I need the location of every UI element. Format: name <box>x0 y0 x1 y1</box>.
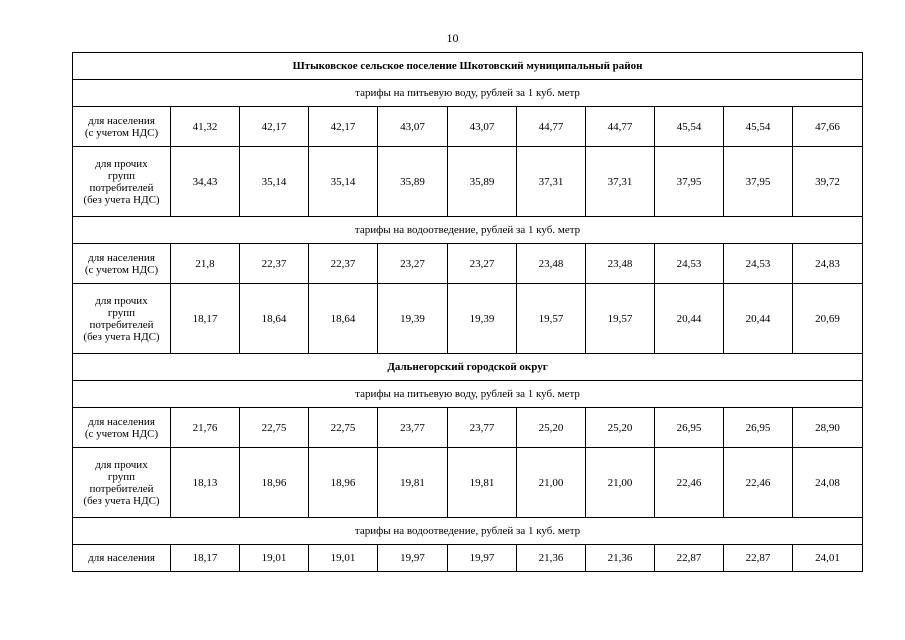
consumer-label-line: потребителей <box>89 482 154 495</box>
consumer-label-line: (с учетом НДС) <box>84 263 159 276</box>
consumer-label-line: потребителей <box>89 318 154 331</box>
consumer-label <box>73 545 171 572</box>
tariff-value-cell: 41,32 <box>171 107 240 147</box>
tariff-value-cell: 22,46 <box>724 448 793 518</box>
consumer-label-line: для прочих <box>95 458 148 471</box>
tariff-value-cell: 28,90 <box>793 408 863 448</box>
tariff-value-cell: 19,97 <box>448 545 517 572</box>
tariff-section-title: тарифы на водоотведение, рублей за 1 куб. метр <box>73 217 863 244</box>
region-title: Штыковское сельское поселение Шкотовский муниципальный район <box>73 53 863 80</box>
tariff-value-cell: 23,77 <box>378 408 448 448</box>
consumer-label-line: групп <box>107 306 136 319</box>
tariff-value-cell: 18,13 <box>171 448 240 518</box>
tariff-value-cell: 35,89 <box>378 147 448 217</box>
tariff-value-cell: 21,76 <box>171 408 240 448</box>
tariff-section-row <box>73 217 863 244</box>
tariff-value-cell: 20,44 <box>724 284 793 354</box>
tariff-value-cell: 18,17 <box>171 545 240 572</box>
tariff-value-cell: 19,39 <box>378 284 448 354</box>
tariff-section-title: тарифы на питьевую воду, рублей за 1 куб. метр <box>73 80 863 107</box>
consumer-label <box>73 408 171 448</box>
tariff-value-cell: 21,36 <box>517 545 586 572</box>
tariff-section-title: тарифы на водоотведение, рублей за 1 куб. метр <box>73 518 863 545</box>
tariff-value-cell: 23,48 <box>517 244 586 284</box>
tariff-value-cell: 22,46 <box>655 448 724 518</box>
tariff-value-cell: 37,31 <box>586 147 655 217</box>
consumer-label-line: для населения <box>88 251 155 264</box>
tariff-value-cell: 18,96 <box>309 448 378 518</box>
tariff-value-cell: 37,95 <box>724 147 793 217</box>
tariff-value-cell: 18,64 <box>309 284 378 354</box>
tariff-value-cell: 22,37 <box>309 244 378 284</box>
tariff-value-cell: 43,07 <box>448 107 517 147</box>
consumer-label-line: (без учета НДС) <box>83 330 160 343</box>
tariff-value-cell: 24,01 <box>793 545 863 572</box>
tariff-value-cell: 21,00 <box>517 448 586 518</box>
region-header-row <box>73 354 863 381</box>
consumer-label-line: групп <box>107 169 136 182</box>
tariff-value-cell: 20,44 <box>655 284 724 354</box>
consumer-label-line: для прочих <box>95 294 148 307</box>
tariff-value-cell: 24,83 <box>793 244 863 284</box>
table-row <box>73 147 863 217</box>
table-row <box>73 545 863 572</box>
tariff-value-cell: 21,8 <box>171 244 240 284</box>
tariff-value-cell: 19,81 <box>378 448 448 518</box>
consumer-label <box>73 147 171 217</box>
tariff-value-cell: 19,97 <box>378 545 448 572</box>
tariff-value-cell: 19,57 <box>517 284 586 354</box>
tariff-value-cell: 19,01 <box>240 545 309 572</box>
region-header-row <box>73 53 863 80</box>
tariff-value-cell: 20,69 <box>793 284 863 354</box>
tariff-value-cell: 45,54 <box>655 107 724 147</box>
consumer-label <box>73 284 171 354</box>
consumer-label-line: потребителей <box>89 181 154 194</box>
tariff-value-cell: 42,17 <box>240 107 309 147</box>
tariff-value-cell: 18,64 <box>240 284 309 354</box>
tariff-value-cell: 35,14 <box>309 147 378 217</box>
tariff-value-cell: 44,77 <box>586 107 655 147</box>
tariff-value-cell: 19,81 <box>448 448 517 518</box>
consumer-label <box>73 244 171 284</box>
table-row <box>73 107 863 147</box>
tariff-section-title: тарифы на питьевую воду, рублей за 1 куб. метр <box>73 381 863 408</box>
consumer-label-line: групп <box>107 470 136 483</box>
tariff-value-cell: 19,57 <box>586 284 655 354</box>
tariff-value-cell: 45,54 <box>724 107 793 147</box>
tariff-value-cell: 26,95 <box>724 408 793 448</box>
table-row <box>73 448 863 518</box>
tariff-value-cell: 44,77 <box>517 107 586 147</box>
consumer-label-line: (без учета НДС) <box>83 494 160 507</box>
tariff-value-cell: 22,75 <box>240 408 309 448</box>
tariff-value-cell: 39,72 <box>793 147 863 217</box>
consumer-label-line: для прочих <box>95 157 148 170</box>
tariff-value-cell: 47,66 <box>793 107 863 147</box>
tariff-value-cell: 18,96 <box>240 448 309 518</box>
consumer-label-line: (без учета НДС) <box>83 193 160 206</box>
tariff-value-cell: 43,07 <box>378 107 448 147</box>
tariff-value-cell: 22,37 <box>240 244 309 284</box>
tariff-value-cell: 19,39 <box>448 284 517 354</box>
region-title: Дальнегорский городской округ <box>73 354 863 381</box>
consumer-label-line: для населения <box>88 415 155 428</box>
tariff-value-cell: 35,89 <box>448 147 517 217</box>
tariff-section-row <box>73 381 863 408</box>
table-row <box>73 284 863 354</box>
tariff-value-cell: 22,75 <box>309 408 378 448</box>
page-number: 10 <box>446 31 459 45</box>
tariff-value-cell: 23,77 <box>448 408 517 448</box>
tariff-value-cell: 25,20 <box>586 408 655 448</box>
tariff-value-cell: 26,95 <box>655 408 724 448</box>
tariff-section-row <box>73 518 863 545</box>
tariff-value-cell: 37,95 <box>655 147 724 217</box>
consumer-label-line: (с учетом НДС) <box>84 427 159 440</box>
table-row <box>73 244 863 284</box>
tariff-section-row <box>73 80 863 107</box>
tariff-value-cell: 21,36 <box>586 545 655 572</box>
tariff-value-cell: 24,53 <box>655 244 724 284</box>
consumer-label <box>73 448 171 518</box>
tariff-value-cell: 19,01 <box>309 545 378 572</box>
tariff-value-cell: 25,20 <box>517 408 586 448</box>
tariff-value-cell: 34,43 <box>171 147 240 217</box>
consumer-label-line: для населения <box>88 552 155 564</box>
consumer-label-line: (с учетом НДС) <box>84 126 159 139</box>
tariff-value-cell: 23,48 <box>586 244 655 284</box>
tariff-value-cell: 42,17 <box>309 107 378 147</box>
tariff-value-cell: 23,27 <box>378 244 448 284</box>
tariff-value-cell: 37,31 <box>517 147 586 217</box>
consumer-label-line: для населения <box>88 114 155 127</box>
tariff-value-cell: 24,08 <box>793 448 863 518</box>
tariff-value-cell: 21,00 <box>586 448 655 518</box>
tariff-value-cell: 18,17 <box>171 284 240 354</box>
table-row <box>73 408 863 448</box>
tariff-value-cell: 22,87 <box>655 545 724 572</box>
tariff-table <box>72 52 863 572</box>
tariff-value-cell: 24,53 <box>724 244 793 284</box>
tariff-value-cell: 22,87 <box>724 545 793 572</box>
consumer-label <box>73 107 171 147</box>
tariff-value-cell: 23,27 <box>448 244 517 284</box>
tariff-value-cell: 35,14 <box>240 147 309 217</box>
